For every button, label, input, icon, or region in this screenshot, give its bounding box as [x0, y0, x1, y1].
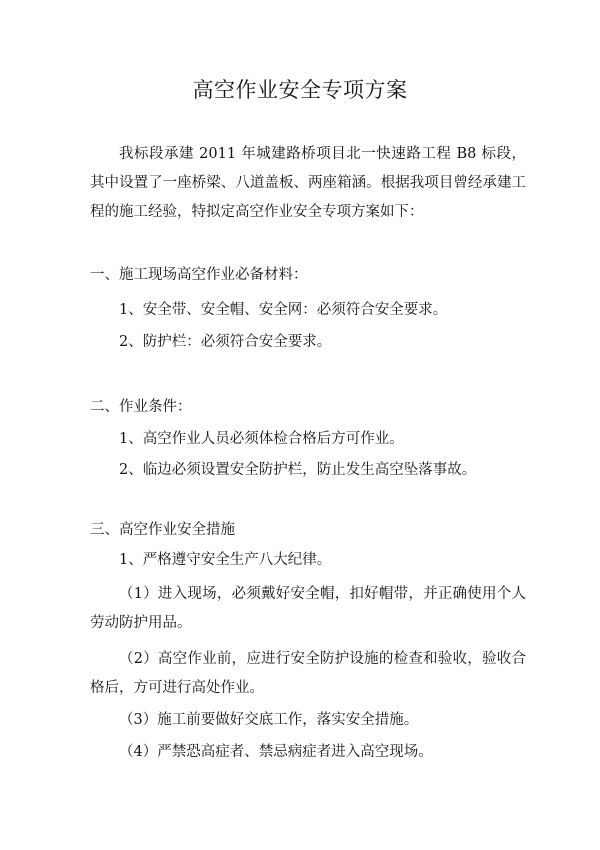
list-item: 2、防护栏：必须符合安全要求。	[119, 334, 332, 350]
intro-paragraph	[90, 140, 526, 227]
list-item: 1、高空作业人员必须体检合格后方可作业。	[119, 431, 404, 447]
section-heading: 二、作业条件：	[90, 399, 192, 415]
list-item: （1）进入现场，必须戴好安全帽，扣好帽带，并正确使用个人劳动防护用品。	[90, 586, 526, 631]
list-item: 1、安全带、安全帽、安全网：必须符合安全要求。	[119, 302, 448, 318]
section-heading: 一、施工现场高空作业必备材料：	[90, 267, 308, 283]
list-item: （2）高空作业前，应进行安全防护设施的检查和验收，验收合格后，方可进行高处作业。	[90, 651, 526, 696]
list-item: （3）施工前要做好交底工作，落实安全措施。	[119, 712, 419, 728]
list-item: 2、临边必须设置安全防护栏，防止发生高空坠落事故。	[119, 462, 477, 478]
document-title: 高空作业安全专项方案	[192, 78, 408, 102]
list-item: 1、严格遵守安全生产八大纪律。	[119, 552, 332, 568]
intro-text: 我标段承建 2011 年城建路桥项目北一快速路工程 B8 标段，其中设置了一座桥梁、八道盖板、两座箱涵。根据我项目曾经承建工程的施工经验，特拟定高空作业安全专项方案如下：	[90, 146, 526, 220]
section-heading: 三、高空作业安全措施	[90, 522, 235, 538]
list-item: （4）严禁恐高症者、禁忌病症者进入高空现场。	[119, 744, 433, 760]
